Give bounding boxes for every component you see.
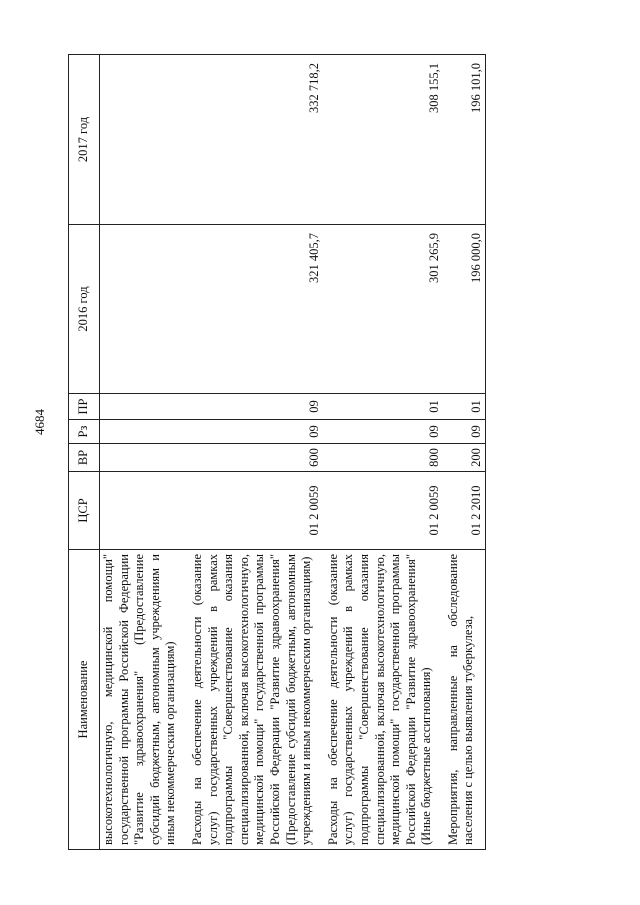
table-header-row [69,55,100,850]
page-number: 4684 [32,409,47,435]
row-pr: 01 [323,394,443,420]
row-2016: 321 405,7 [187,225,323,394]
table-row [187,55,323,850]
row-name: Расходы на обеспечение деятельности (оказание услуг) государственных учреждений в рамках подпрограммы "Совершенствование оказания специализированной, включая высокотехнологичную, медицинской помощи" государственной программы Российской Федерации "Развитие здравоохранения" (Иные бюджетные ассигнования) [323,550,443,850]
budget-table [68,54,486,850]
row-2017 [100,55,187,225]
header-rz: Рз [69,420,100,444]
row-name: Расходы на обеспечение деятельности (оказание услуг) государственных учреждений в рамках подпрограммы "Совершенствование оказания специализированной, включая высокотехнологичную, медицинской помощи" государственной программы Российской Федерации "Развитие здравоохранения" (Предоставление субсидий бюджетным, автономным учреждениям и иным некоммерческим организациям) [187,550,323,850]
row-csr: 01 2 2010 [443,472,486,550]
row-name: Мероприятия, направленные на обследование населения с целью выявления туберкулеза, [443,550,486,850]
row-pr: 09 [187,394,323,420]
row-vr: 600 [187,444,323,472]
row-rz: 09 [323,420,443,444]
row-rz [100,420,187,444]
header-2017: 2017 год [69,55,100,225]
row-vr [100,444,187,472]
header-pr: ПР [69,394,100,420]
row-2016: 196 000,0 [443,225,486,394]
row-2017: 332 718,2 [187,55,323,225]
table-row [323,55,443,850]
row-vr: 800 [323,444,443,472]
row-2017: 308 155,1 [323,55,443,225]
row-pr [100,394,187,420]
row-rz: 09 [443,420,486,444]
row-vr: 200 [443,444,486,472]
table-row [443,55,486,850]
header-csr: ЦСР [69,472,100,550]
row-csr: 01 2 0059 [323,472,443,550]
row-csr [100,472,187,550]
row-pr: 01 [443,394,486,420]
row-csr: 01 2 0059 [187,472,323,550]
row-2017: 196 101,0 [443,55,486,225]
header-vr: ВР [69,444,100,472]
row-name: высокотехнологичную, медицинской помощи" государственной программы Российской Федерации "Развитие здравоохранения" (Предоставление субсидий бюджетным, автономным учреждениям и иным некоммерческим организациям) [100,550,187,850]
rotated-page-content [68,55,603,850]
row-rz: 09 [187,420,323,444]
header-name: Наименование [69,550,100,850]
header-2016: 2016 год [69,225,100,394]
table-row [100,55,187,850]
row-2016 [100,225,187,394]
row-2016: 301 265,9 [323,225,443,394]
